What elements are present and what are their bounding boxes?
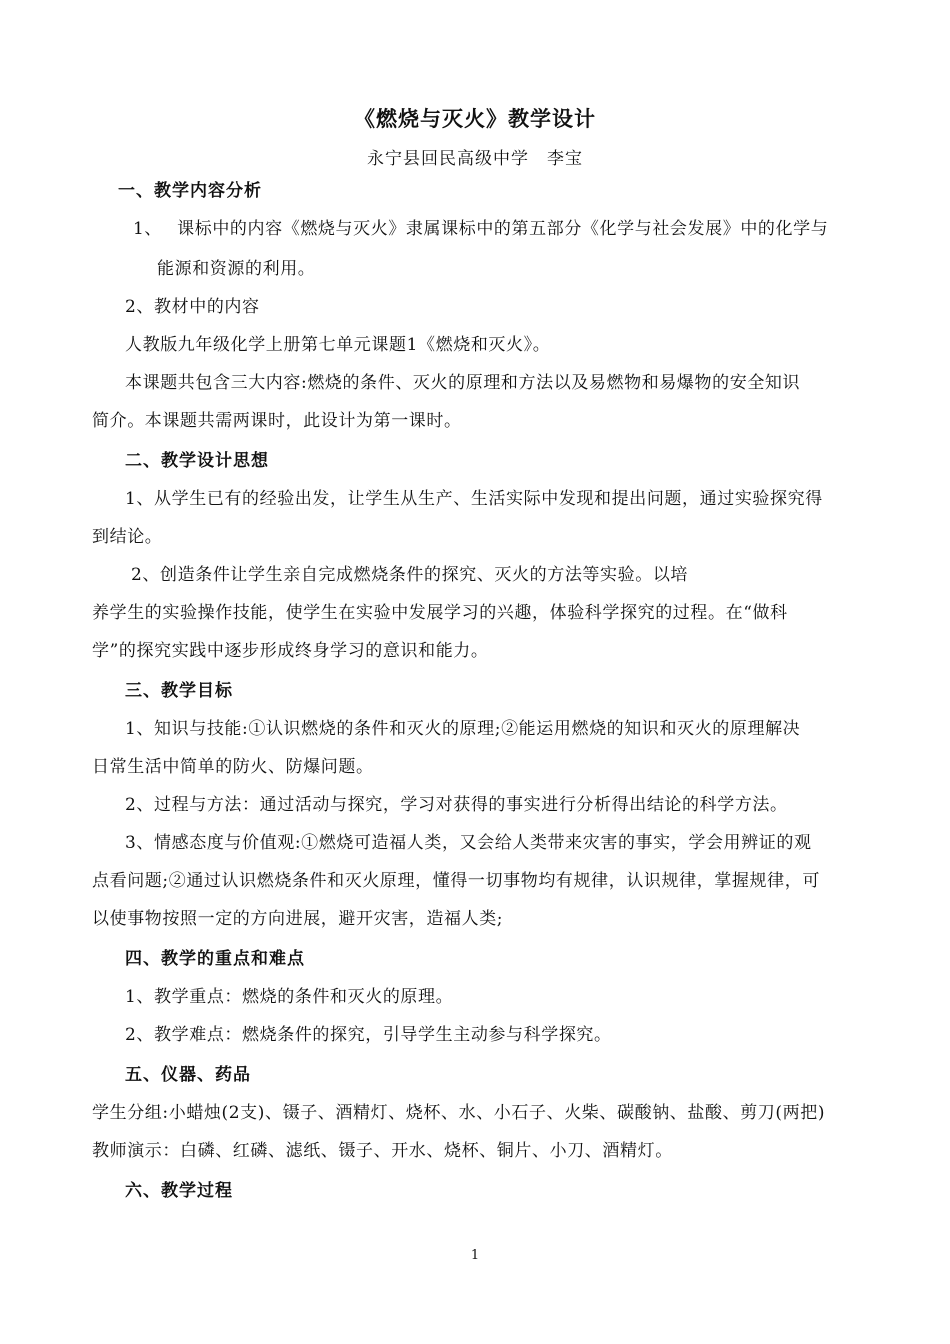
paragraph-line: 人教版九年级化学上册第七单元课题1《燃烧和灭火》。 xyxy=(125,335,551,355)
document-author: 永宁县回民高级中学 李宝 xyxy=(367,149,583,169)
paragraph-line: 本课题共包含三大内容:燃烧的条件、灭火的原理和方法以及易燃物和易爆物的安全知识 xyxy=(125,373,801,393)
paragraph-line: 简介。本课题共需两课时，此设计为第一课时。 xyxy=(92,411,462,431)
paragraph-line: 2、教材中的内容 xyxy=(125,297,260,317)
section-heading-design-thinking: 二、教学设计思想 xyxy=(125,451,269,471)
paragraph-line: 学”的探究实践中逐步形成终身学习的意识和能力。 xyxy=(92,641,489,661)
paragraph-line: 2、过程与方法：通过活动与探究，学习对获得的事实进行分析得出结论的科学方法。 xyxy=(125,795,788,815)
section-heading-materials: 五、仪器、药品 xyxy=(125,1065,251,1085)
paragraph-line: 1、从学生已有的经验出发，让学生从生产、生活实际中发现和提出问题，通过实验探究得 xyxy=(125,489,823,509)
paragraph-line: 1、知识与技能:①认识燃烧的条件和灭火的原理;②能运用燃烧的知识和灭火的原理解决 xyxy=(125,719,801,739)
paragraph-line: 教师演示：白磷、红磷、滤纸、镊子、开水、烧杯、铜片、小刀、酒精灯。 xyxy=(92,1141,673,1161)
paragraph-line: 学生分组:小蜡烛(2支)、镊子、酒精灯、烧杯、水、小石子、火柴、碳酸钠、盐酸、剪刀(两把) xyxy=(92,1103,826,1123)
section-heading-process: 六、教学过程 xyxy=(125,1181,233,1201)
document-title: 《燃烧与灭火》教学设计 xyxy=(354,107,596,131)
paragraph-line: 日常生活中简单的防火、防爆问题。 xyxy=(92,757,374,777)
paragraph-line: 2、创造条件让学生亲自完成燃烧条件的探究、灭火的方法等实验。以培 xyxy=(131,565,689,585)
paragraph-line: 以使事物按照一定的方向进展，避开灾害，造福人类; xyxy=(92,909,504,929)
paragraph-line: 到结论。 xyxy=(92,527,163,547)
paragraph-line: 点看问题;②通过认识燃烧条件和灭火原理，懂得一切事物均有规律，认识规律，掌握规律，可 xyxy=(92,871,820,891)
section-heading-objectives: 三、教学目标 xyxy=(125,681,233,701)
page-number: 1 xyxy=(470,1248,480,1263)
paragraph-line: 能源和资源的利用。 xyxy=(157,259,316,279)
paragraph-line: 1、 课标中的内容《燃烧与灭火》隶属课标中的第五部分《化学与社会发展》中的化学与 xyxy=(133,219,829,239)
section-heading-key-points: 四、教学的重点和难点 xyxy=(125,949,305,969)
paragraph-line: 1、教学重点：燃烧的条件和灭火的原理。 xyxy=(125,987,454,1007)
paragraph-line: 2、教学难点：燃烧条件的探究，引导学生主动参与科学探究。 xyxy=(125,1025,612,1045)
section-heading-content-analysis: 一、教学内容分析 xyxy=(118,181,262,201)
paragraph-line: 3、情感态度与价值观:①燃烧可造福人类，又会给人类带来灾害的事实，学会用辨证的观 xyxy=(125,833,812,853)
paragraph-line: 养学生的实验操作技能，使学生在实验中发展学习的兴趣，体验科学探究的过程。在“做科 xyxy=(92,603,788,623)
